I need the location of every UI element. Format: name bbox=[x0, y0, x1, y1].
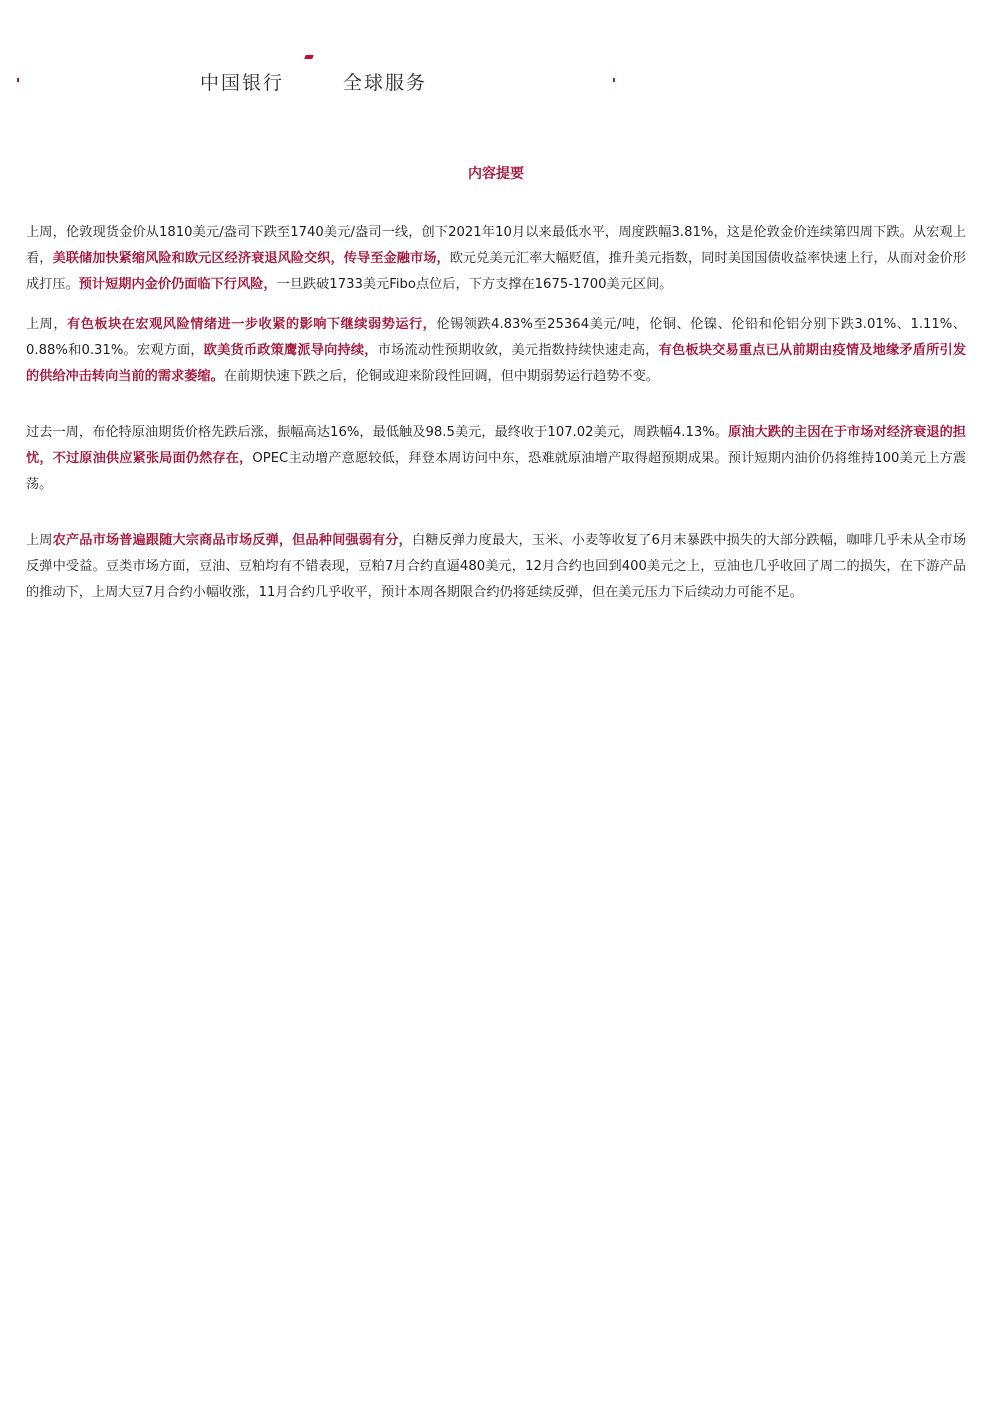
paragraph-agriculture bbox=[26, 528, 966, 606]
paragraph-highlight: 有色板块在宏观风险情绪进一步收紧的影响下继续弱势运行， bbox=[67, 317, 437, 332]
summary-content bbox=[26, 220, 966, 606]
paragraph-highlight: 美联储加快紧缩风险和欧元区经济衰退风险交织，传导至金融市场， bbox=[52, 251, 450, 266]
bank-slogan: 全球服务 bbox=[343, 72, 428, 94]
paragraph-segment: 上周， bbox=[26, 317, 68, 332]
paragraph-highlight: 有色板块交易重点已从前期由疫情及地缘矛盾所引发的供给冲击转向当前的需求萎缩。 bbox=[26, 343, 967, 384]
paragraph-spacer bbox=[26, 298, 966, 312]
paragraph-segment: 白糖反弹力度最大，玉米、小麦等收复了6月末暴跌中损失的大部分跌幅，咖啡几乎未从全市场反弹中受益。豆类市场方面，豆油、豆粕均有不错表现，豆粕7月合约直逼480美元，12月合约也回到400美元之上，豆油也几乎收回了周二的损失，在下游产品的推动下，上周大豆7月合约小幅收涨，11月合约几乎收平，预计本周各期限合约仍将延续反弹，但在美元压力下后续动力可能不足。 bbox=[26, 533, 967, 600]
paragraph-segment: 上周，伦敦现货金价从1810美元/盎司下跌至1740美元/盎司一线，创下2021年10月以来最低水平，周度跌幅3.81%，这是伦敦金价连续第四周下跌。从宏观上看， bbox=[26, 225, 966, 266]
paragraph-highlight: 预计短期内金价仍面临下行风险， bbox=[78, 277, 277, 292]
paragraph-segment: 过去一周，布伦特原油期货价格先跌后涨，振幅高达16%，最低触及98.5美元，最终收于107.02美元，周跌幅4.13%。 bbox=[26, 425, 729, 440]
header-left-mark bbox=[17, 78, 19, 82]
paragraph-segment: 欧元兑美元汇率大幅贬值，推升美元指数，同时美国国债收益率快速上行，从而对金价形成打压。 bbox=[26, 251, 966, 292]
paragraph-segment: 上周 bbox=[26, 533, 53, 548]
header-right-mark bbox=[613, 78, 615, 82]
paragraph-spacer bbox=[26, 498, 966, 528]
bank-name: 中国银行 bbox=[200, 72, 285, 94]
paragraph-segment: 一旦跌破1733美元Fibo点位后，下方支撑在1675-1700美元区间。 bbox=[276, 277, 673, 292]
paragraph-highlight: 欧美货币政策鹰派导向持续， bbox=[203, 343, 378, 358]
paragraph-segment: 市场流动性预期收敛，美元指数持续快速走高， bbox=[377, 343, 659, 358]
paragraph-gold bbox=[26, 220, 966, 298]
paragraph-base-metals bbox=[26, 312, 966, 390]
summary-title: 内容提要 bbox=[468, 166, 524, 182]
paragraph-crude-oil bbox=[26, 420, 966, 498]
header-logo-mark bbox=[304, 55, 313, 59]
paragraph-segment: 在前期快速下跌之后，伦铜或迎来阶段性回调，但中期弱势运行趋势不变。 bbox=[223, 369, 659, 384]
paragraph-segment: OPEC主动增产意愿较低，拜登本周访问中东，恐难就原油增产取得超预期成果。预计短期内油价仍将维持100美元上方震荡。 bbox=[26, 451, 967, 492]
paragraph-segment: 伦锡领跌4.83%至25364美元/吨，伦铜、伦镍、伦铅和伦铝分别下跌3.01%、1.11%、0.88%和0.31%。宏观方面， bbox=[26, 317, 967, 358]
paragraph-spacer bbox=[26, 390, 966, 420]
page-header bbox=[0, 48, 992, 98]
paragraph-highlight: 农产品市场普遍跟随大宗商品市场反弹，但品种间强弱有分， bbox=[52, 533, 412, 548]
paragraph-highlight: 原油大跌的主因在于市场对经济衰退的担忧，不过原油供应紧张局面仍然存在， bbox=[26, 425, 966, 466]
